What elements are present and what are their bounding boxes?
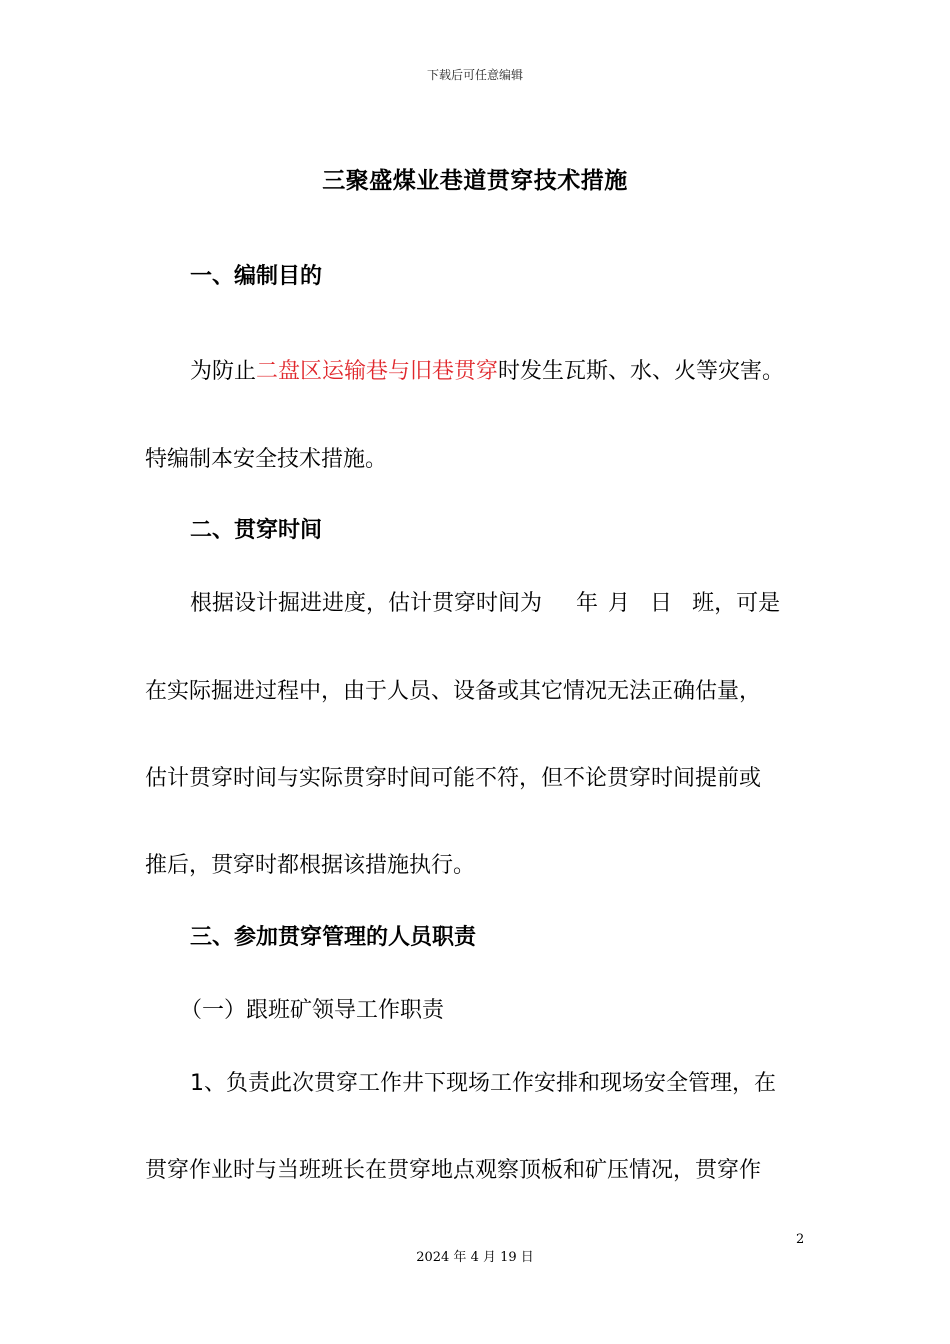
p1-text-after: 时发生瓦斯、水、火等灾害。: [498, 359, 785, 384]
section2-line3: 估计贯穿时间与实际贯穿时间可能不符，但不论贯穿时间提前或: [145, 766, 762, 791]
s2-year: 年: [576, 591, 599, 616]
section3-subheading: （一）跟班矿领导工作职责: [180, 998, 445, 1023]
section2-line2: 在实际掘进过程中，由于人员、设备或其它情况无法正确估量，: [145, 679, 762, 704]
section2-line1: [190, 589, 780, 619]
p1-text-before: 为防止: [190, 359, 257, 384]
s2-month: 月: [608, 591, 631, 616]
footer-date: 2024 年 4 月 19 日: [416, 1250, 534, 1265]
section3-heading: 三、参加贯穿管理的人员职责: [190, 925, 477, 950]
s2-line1-text: 根据设计掘进进度，估计贯穿时间为: [190, 591, 543, 616]
p1-highlight-text: 二盘区运输巷与旧巷贯穿: [256, 359, 499, 384]
section3-item1-line1: 1、负责此次贯穿工作井下现场工作安排和现场安全管理，在: [190, 1071, 776, 1096]
section2-line4: 推后，贯穿时都根据该措施执行。: [145, 853, 476, 878]
section3-item1-line2: 贯穿作业时与当班班长在贯穿地点观察顶板和矿压情况，贯穿作: [145, 1158, 762, 1183]
section1-paragraph-line1: [190, 357, 784, 387]
page-header-note: 下载后可任意编辑: [426, 68, 523, 82]
section1-paragraph-line2: 特编制本安全技术措施。: [145, 447, 388, 472]
s2-day: 日: [650, 591, 673, 616]
section1-heading: 一、编制目的: [190, 264, 323, 289]
document-title: 三聚盛煤业巷道贯穿技术措施: [322, 168, 628, 194]
page-number: 2: [796, 1232, 805, 1247]
section2-heading: 二、贯穿时间: [190, 518, 323, 543]
s2-shift: 班，可是: [692, 591, 781, 616]
